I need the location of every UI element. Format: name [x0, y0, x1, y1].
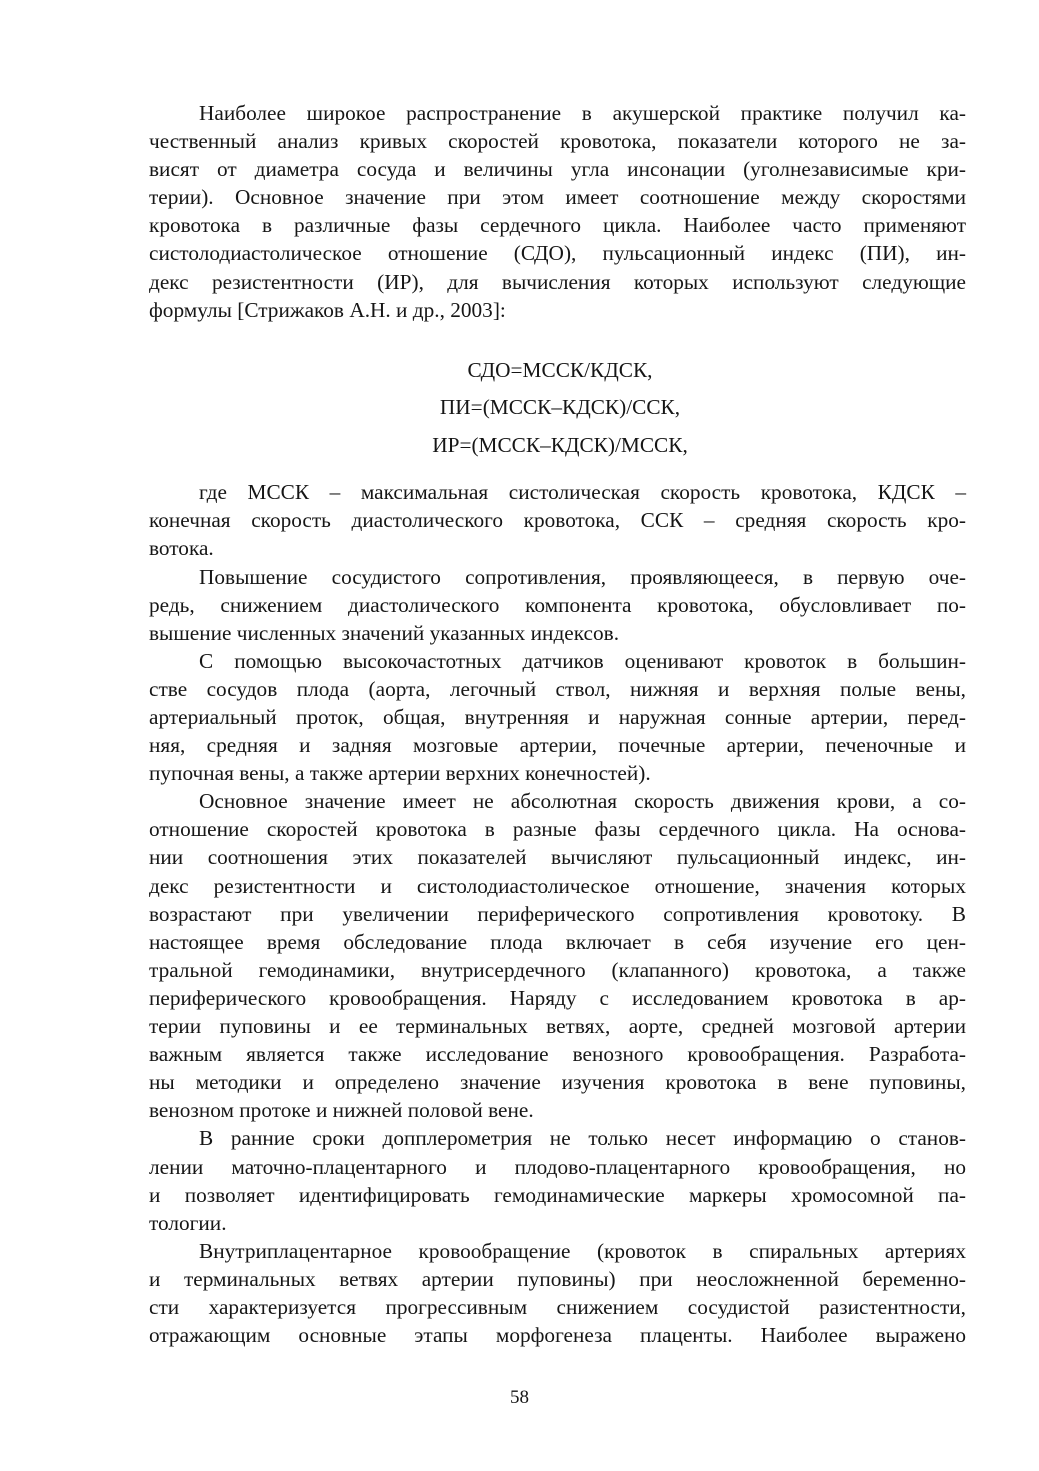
text-line: Основное значение имеет не абсолютная скорость движения крови, а со-	[199, 789, 966, 814]
paragraph	[149, 99, 966, 324]
paragraph	[149, 478, 966, 562]
text-line: терии пуповины и ее терминальных ветвях, аорте, средней мозговой артерии	[149, 1014, 966, 1039]
text-line: няя, средняя и задняя мозговые артерии, почечные артерии, печеночные и	[149, 733, 966, 758]
body-text	[149, 99, 966, 1349]
formula: ПИ=(МССК–КДСК)/ССК,	[439, 395, 681, 420]
paragraph	[149, 647, 966, 787]
text-line: лении маточно-плацентарного и плодово-плацентарного кровообращения, но	[149, 1154, 966, 1179]
formula-block	[149, 352, 966, 465]
text-line: и терминальных ветвях артерии пуповины) при неосложненной беременно-	[149, 1266, 966, 1291]
text-line: редь, снижением диастолического компонента кровотока, обусловливает по-	[149, 592, 966, 617]
text-line: пупочная вены, а также артерии верхних конечностей).	[149, 761, 651, 786]
text-line: отношение скоростей кровотока в разные фазы сердечного цикла. На основа-	[149, 817, 966, 842]
text-line: Наиболее широкое распространение в акушерской практике получил ка-	[199, 101, 966, 125]
text-line: систолодиастолическое отношение (СДО), пульсационный индекс (ПИ), ин-	[149, 241, 966, 266]
paragraph	[149, 1237, 966, 1349]
text-line: артериальный проток, общая, внутренняя и наружная сонные артерии, перед-	[149, 705, 966, 729]
text-line: В ранние сроки допплерометрия не только несет информацию о станов-	[199, 1126, 966, 1151]
text-line: и позволяет идентифицировать гемодинамические маркеры хромосомной па-	[149, 1182, 966, 1207]
text-line: Внутриплацентарное кровообращение (кровоток в спиральных артериях	[199, 1238, 966, 1263]
text-line: отражающим основные этапы морфогенеза плаценты. Наиболее выражено	[149, 1323, 966, 1348]
text-line: формулы [Стрижаков А.Н. и др., 2003]:	[149, 297, 506, 322]
text-line: С помощью высокочастотных датчиков оценивают кровоток в большин-	[199, 648, 966, 673]
paragraph-intro	[149, 99, 966, 324]
text-line: важным является также исследование венозного кровообращения. Разработа-	[149, 1042, 966, 1067]
text-line: нии соотношения этих показателей вычисляют пульсационный индекс, ин-	[149, 845, 966, 870]
text-line: сти характеризуется прогрессивным снижением сосудистой разистентности,	[149, 1294, 966, 1319]
text-line: тральной гемодинамики, внутрисердечного (клапанного) кровотока, а также	[149, 957, 966, 982]
text-line: вотока.	[149, 536, 214, 561]
text-line: периферического кровообращения. Наряду с исследованием кровотока в ар-	[149, 985, 966, 1010]
text-line: конечная скорость диастолического кровотока, ССК – средняя скорость кро-	[149, 508, 966, 533]
text-line: венозном протоке и нижней половой вене.	[149, 1098, 534, 1123]
paragraph	[149, 787, 966, 1124]
page-number: 58	[510, 1387, 529, 1408]
paragraph	[149, 1124, 966, 1236]
formula: ИР=(МССК–КДСК)/МССК,	[432, 432, 688, 457]
text-line: терии). Основное значение при этом имеет соотношение между скоростями	[149, 185, 966, 210]
text-line: вышение численных значений указанных индексов.	[149, 620, 620, 645]
paragraphs-body	[149, 478, 966, 1349]
text-line: настоящее время обследование плода включает в себя изучение его цен-	[149, 929, 966, 954]
text-line: декс резистентности и систолодиастолическое отношение, значения которых	[149, 873, 966, 898]
text-line: декс резистентности (ИР), для вычисления которых используют следующие	[149, 269, 966, 294]
formula: СДО=МССК/КДСК,	[467, 357, 653, 382]
text-line: тологии.	[149, 1210, 227, 1235]
text-line: ны методики и определено значение изучения кровотока в вене пуповины,	[149, 1070, 966, 1095]
text-line: висят от диаметра сосуда и величины угла инсонации (уголнезависимые кри-	[149, 157, 966, 182]
text-line: Повышение сосудистого сопротивления, проявляющееся, в первую оче-	[199, 564, 966, 589]
text-line: возрастают при увеличении периферического сопротивления кровотоку. В	[149, 901, 966, 926]
text-line: стве сосудов плода (аорта, легочный ствол, нижняя и верхняя полые вены,	[149, 676, 966, 701]
text-line: кровотока в различные фазы сердечного цикла. Наиболее часто применяют	[149, 213, 966, 238]
text-line: где МССК – максимальная систолическая скорость кровотока, КДСК –	[199, 480, 966, 505]
text-line: чественный анализ кривых скоростей кровотока, показатели которого не за-	[149, 129, 966, 154]
paragraph	[149, 563, 966, 647]
